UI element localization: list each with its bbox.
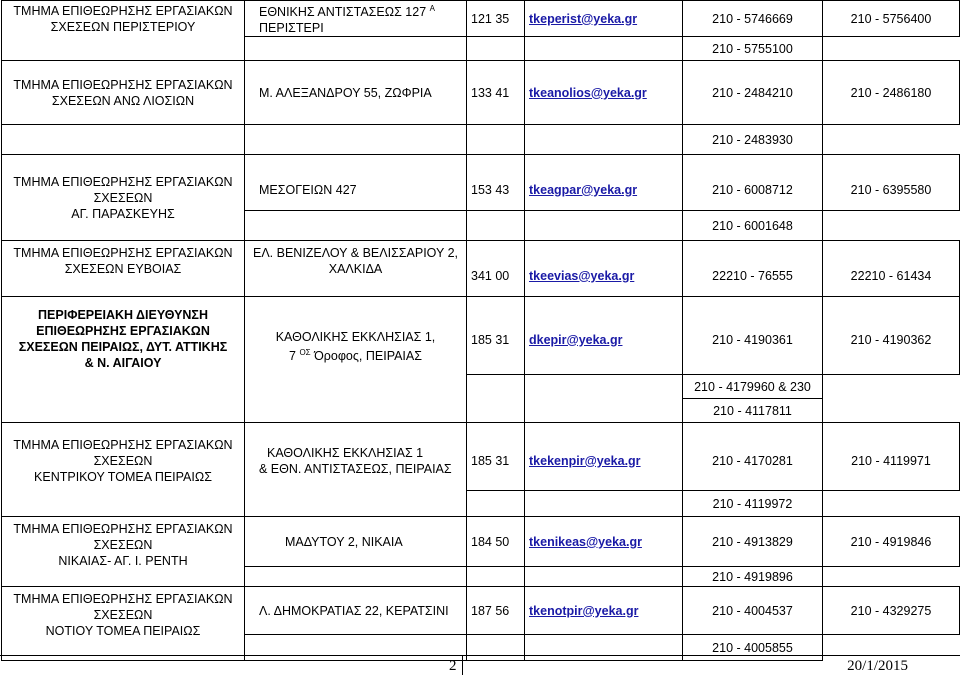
phone: 210 - 4190362 xyxy=(823,297,960,375)
postal-code: 184 50 xyxy=(467,517,525,567)
office-address: ΜΑΔΥΤΟΥ 2, ΝΙΚΑΙΑ xyxy=(245,517,467,567)
email-link[interactable]: tkeagpar@yeka.gr xyxy=(525,155,683,211)
phone: 210 - 4190361 xyxy=(683,297,823,375)
office-name: ΠΕΡΙΦΕΡΕΙΑΚΗ ΔΙΕΥΘΥΝΣΗ ΕΠΙΘΕΩΡΗΣΗΣ ΕΡΓΑΣΙΑΚΩΝ ΣΧΕΣΕΩΝ ΠΕΙΡΑΙΩΣ, ΔΥΤ. ΑΤΤΙΚΗΣ & Ν. ΑΙΓΑΙΟΥ xyxy=(2,297,245,423)
phone: 210 - 5755100 xyxy=(683,37,823,61)
office-address: ΕΛ. ΒΕΝΙΖΕΛΟΥ & ΒΕΛΙΣΣΑΡΙΟΥ 2, ΧΑΛΚΙΔΑ xyxy=(245,241,467,297)
offices-table xyxy=(1,0,960,661)
footer-date: 20/1/2015 xyxy=(847,658,908,674)
phone: 210 - 2486180 xyxy=(823,61,960,125)
email-link[interactable]: dkepir@yeka.gr xyxy=(525,297,683,375)
email-link[interactable]: tkeanolios@yeka.gr xyxy=(525,61,683,125)
table-row xyxy=(2,241,960,297)
table-row xyxy=(2,125,960,155)
phone: 210 - 4919896 xyxy=(683,567,823,587)
office-address: Λ. ΔΗΜΟΚΡΑΤΙΑΣ 22, ΚΕΡΑΤΣΙΝΙ xyxy=(245,587,467,635)
phone: 210 - 6395580 xyxy=(823,155,960,211)
email-link[interactable]: tkeperist@yeka.gr xyxy=(525,1,683,37)
postal-code: 153 43 xyxy=(467,155,525,211)
table-row xyxy=(2,587,960,635)
table-row xyxy=(2,297,960,375)
table-row xyxy=(2,517,960,567)
postal-code: 185 31 xyxy=(467,297,525,375)
postal-code: 341 00 xyxy=(467,241,525,297)
phone: 210 - 6001648 xyxy=(683,211,823,241)
office-name: ΤΜΗΜΑ ΕΠΙΘΕΩΡΗΣΗΣ ΕΡΓΑΣΙΑΚΩΝ ΣΧΕΣΕΩΝ ΑΝΩ ΛΙΟΣΙΩΝ xyxy=(2,61,245,125)
office-address: ΜΕΣΟΓΕΙΩΝ 427 xyxy=(245,155,467,211)
phone: 210 - 4179960 & 230 xyxy=(683,375,823,399)
office-name: ΤΜΗΜΑ ΕΠΙΘΕΩΡΗΣΗΣ ΕΡΓΑΣΙΑΚΩΝ ΣΧΕΣΕΩΝ ΕΥΒΟΙΑΣ xyxy=(2,241,245,297)
postal-code: 133 41 xyxy=(467,61,525,125)
table-row xyxy=(2,155,960,211)
phone: 210 - 5756400 xyxy=(823,1,960,37)
postal-code: 187 56 xyxy=(467,587,525,635)
office-name: ΤΜΗΜΑ ΕΠΙΘΕΩΡΗΣΗΣ ΕΡΓΑΣΙΑΚΩΝ ΣΧΕΣΕΩΝ ΝΟΤΙΟΥ ΤΟΜΕΑ ΠΕΙΡΑΙΩΣ xyxy=(2,587,245,661)
phone: 210 - 4919846 xyxy=(823,517,960,567)
office-name: ΤΜΗΜΑ ΕΠΙΘΕΩΡΗΣΗΣ ΕΡΓΑΣΙΑΚΩΝ ΣΧΕΣΕΩΝ ΚΕΝΤΡΙΚΟΥ ΤΟΜΕΑ ΠΕΙΡΑΙΩΣ xyxy=(2,423,245,517)
phone: 210 - 4117811 xyxy=(683,399,823,423)
office-name: ΤΜΗΜΑ ΕΠΙΘΕΩΡΗΣΗΣ ΕΡΓΑΣΙΑΚΩΝ ΣΧΕΣΕΩΝ ΠΕΡΙΣΤΕΡΙΟΥ xyxy=(2,1,245,61)
postal-code: 121 35 xyxy=(467,1,525,37)
phone: 210 - 4913829 xyxy=(683,517,823,567)
office-address: ΚΑΘΟΛΙΚΗΣ ΕΚΚΛΗΣΙΑΣ 1 & ΕΘΝ. ΑΝΤΙΣΤΑΣΕΩΣ, ΠΕΙΡΑΙΑΣ xyxy=(245,423,467,517)
email-link[interactable]: tkeevias@yeka.gr xyxy=(525,241,683,297)
phone: 210 - 4004537 xyxy=(683,587,823,635)
email-link[interactable]: tkenikeas@yeka.gr xyxy=(525,517,683,567)
table-row xyxy=(2,423,960,491)
phone: 210 - 4119971 xyxy=(823,423,960,491)
office-address: Μ. ΑΛΕΞΑΝΔΡΟΥ 55, ΖΩΦΡΙΑ xyxy=(245,61,467,125)
phone: 210 - 2484210 xyxy=(683,61,823,125)
phone: 210 - 2483930 xyxy=(683,125,823,155)
phone: 210 - 4005855 xyxy=(683,635,823,661)
page-footer xyxy=(0,657,960,676)
phone: 210 - 4119972 xyxy=(683,491,823,517)
phone: 210 - 4329275 xyxy=(823,587,960,635)
phone: 22210 - 61434 xyxy=(823,241,960,297)
email-link[interactable]: tkenotpir@yeka.gr xyxy=(525,587,683,635)
phone: 210 - 5746669 xyxy=(683,1,823,37)
footer-separator xyxy=(462,655,463,675)
table-row xyxy=(2,1,960,37)
table-row xyxy=(2,61,960,125)
office-address: ΚΑΘΟΛΙΚΗΣ ΕΚΚΛΗΣΙΑΣ 1, 7 $^{O\Sigma}$ Όροφος, ΠΕΙΡΑΙΑΣ xyxy=(245,297,467,423)
phone: 210 - 4170281 xyxy=(683,423,823,491)
phone: 22210 - 76555 xyxy=(683,241,823,297)
postal-code: 185 31 xyxy=(467,423,525,491)
phone: 210 - 6008712 xyxy=(683,155,823,211)
office-name: ΤΜΗΜΑ ΕΠΙΘΕΩΡΗΣΗΣ ΕΡΓΑΣΙΑΚΩΝ ΣΧΕΣΕΩΝ ΑΓ. ΠΑΡΑΣΚΕΥΗΣ xyxy=(2,155,245,241)
office-name: ΤΜΗΜΑ ΕΠΙΘΕΩΡΗΣΗΣ ΕΡΓΑΣΙΑΚΩΝ ΣΧΕΣΕΩΝ ΝΙΚΑΙΑΣ- ΑΓ. Ι. ΡΕΝΤΗ xyxy=(2,517,245,587)
email-link[interactable]: tkekenpir@yeka.gr xyxy=(525,423,683,491)
footer-divider xyxy=(0,655,960,656)
page-number: 2 xyxy=(449,658,457,674)
office-address: ΕΘΝΙΚΗΣ ΑΝΤΙΣΤΑΣΕΩΣ 127 $^A$ ΠΕΡΙΣΤΕΡΙ xyxy=(245,1,467,37)
